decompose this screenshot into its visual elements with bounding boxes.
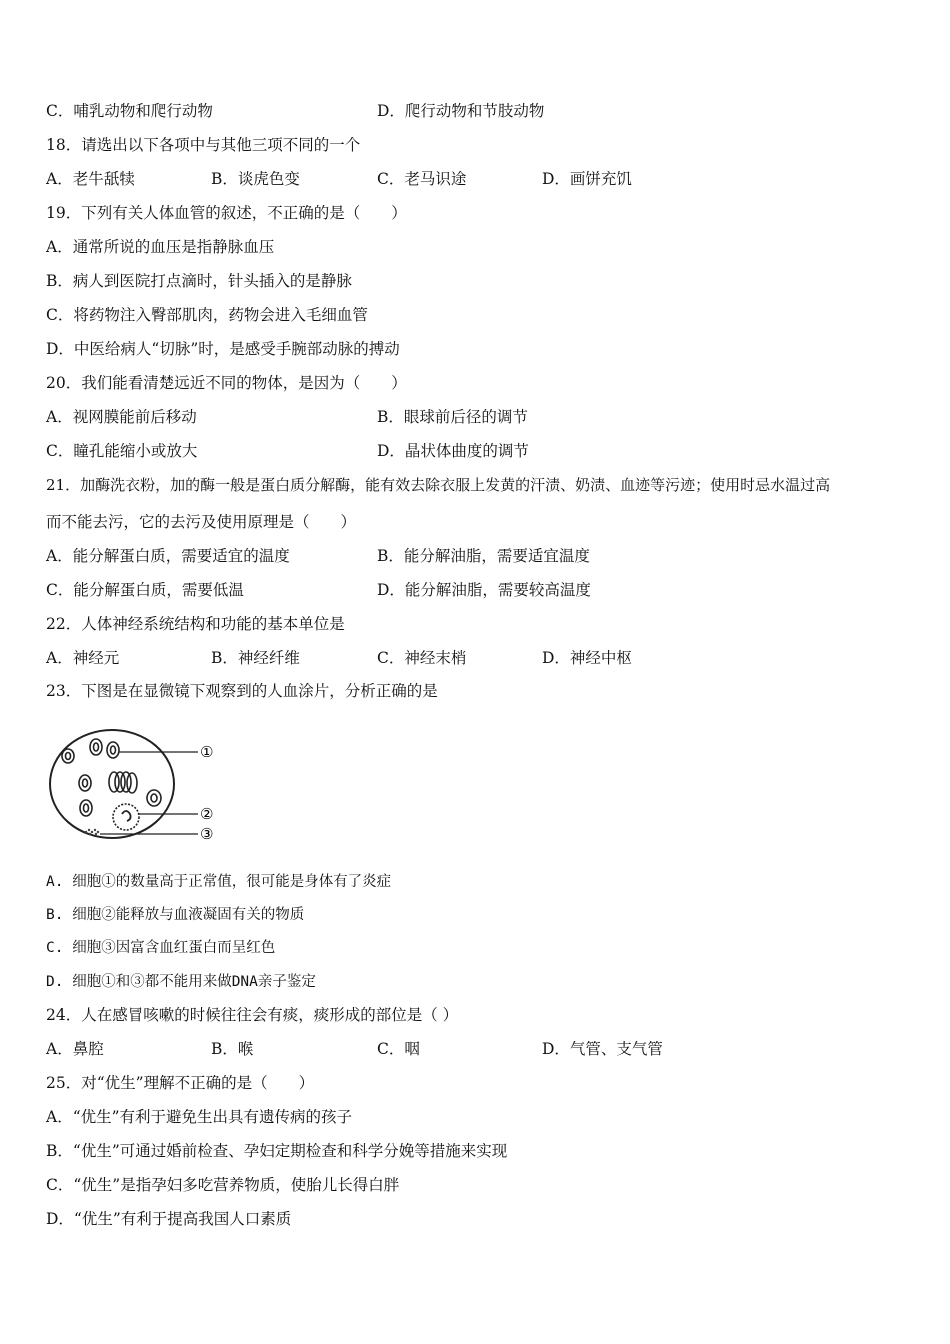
q21-stem-line1: 21．加酶洗衣粉，加的酶一般是蛋白质分解酶，能有效去除衣服上发黄的汗渍、奶渍、血迹等污迹；使用时忌水温过高 bbox=[46, 476, 831, 494]
red-cell bbox=[107, 742, 119, 758]
red-cell-stack bbox=[127, 773, 137, 793]
q18-stem: 18．请选出以下各项中与其他三项不同的一个 bbox=[46, 136, 361, 154]
q24-option-c: C．咽 bbox=[377, 1040, 420, 1058]
red-cell bbox=[80, 800, 92, 816]
q18-option-b: B．谈虎色变 bbox=[211, 170, 300, 188]
label-2: ② bbox=[200, 805, 214, 823]
q20-option-a: A．视网膜能前后移动 bbox=[46, 408, 197, 426]
q24-option-a: A．鼻腔 bbox=[46, 1040, 104, 1058]
q19-stem: 19．下列有关人体血管的叙述，不正确的是（ ） bbox=[46, 204, 407, 222]
red-cell bbox=[147, 790, 161, 806]
q25-option-a: A．“优生”有利于避免生出具有遗传病的孩子 bbox=[46, 1108, 353, 1126]
q20-option-d: D．晶状体曲度的调节 bbox=[377, 442, 529, 460]
q18-option-c: C．老马识途 bbox=[377, 170, 467, 188]
blood-smear-svg bbox=[46, 724, 226, 844]
red-cell bbox=[79, 775, 91, 791]
label-1: ① bbox=[200, 743, 214, 761]
red-cell-stack bbox=[109, 772, 119, 792]
q24-option-d: D．气管、支气管 bbox=[542, 1040, 663, 1058]
q25-option-d: D．“优生”有利于提高我国人口素质 bbox=[46, 1210, 292, 1228]
q21-stem-line2: 而不能去污，它的去污及使用原理是（ ） bbox=[46, 513, 357, 531]
q22-stem: 22．人体神经系统结构和功能的基本单位是 bbox=[46, 615, 345, 633]
q22-option-b: B．神经纤维 bbox=[211, 649, 300, 667]
red-cell-center bbox=[83, 779, 88, 787]
q23-option-a: A. 细胞①的数量高于正常值，很可能是身体有了炎症 bbox=[46, 874, 392, 890]
q25-stem: 25．对“优生”理解不正确的是（ ） bbox=[46, 1074, 315, 1092]
q18-option-a: A．老牛舐犊 bbox=[46, 170, 135, 188]
q19-option-b: B．病人到医院打点滴时，针头插入的是静脉 bbox=[46, 272, 352, 290]
q19-option-d: D．中医给病人“切脉”时，是感受手腕部动脉的搏动 bbox=[46, 340, 400, 358]
q24-option-b: B．喉 bbox=[211, 1040, 254, 1058]
blood-smear-figure bbox=[46, 724, 226, 848]
white-blood-cell bbox=[113, 804, 139, 830]
q23-stem: 23．下图是在显微镜下观察到的人血涂片，分析正确的是 bbox=[46, 682, 438, 700]
q18-option-d: D．画饼充饥 bbox=[542, 170, 632, 188]
q25-option-b: B．“优生”可通过婚前检查、孕妇定期检查和科学分娩等措施来实现 bbox=[46, 1142, 508, 1160]
q22-option-c: C．神经末梢 bbox=[377, 649, 467, 667]
q17-option-c: C．哺乳动物和爬行动物 bbox=[46, 102, 213, 120]
red-cell-center bbox=[66, 753, 71, 760]
red-cell-center bbox=[151, 794, 157, 802]
red-cell-center bbox=[84, 804, 89, 812]
white-cell-nucleus bbox=[122, 811, 131, 821]
red-cell-stack bbox=[115, 772, 125, 792]
q24-stem: 24．人在感冒咳嗽的时候往往会有痰，痰形成的部位是（ ） bbox=[46, 1006, 459, 1024]
q21-option-c: C．能分解蛋白质，需要低温 bbox=[46, 581, 244, 599]
q17-option-d: D．爬行动物和节肢动物 bbox=[377, 102, 545, 120]
red-cell bbox=[90, 739, 102, 755]
red-cell-center bbox=[111, 746, 116, 754]
q20-stem: 20．我们能看清楚远近不同的物体，是因为（ ） bbox=[46, 374, 407, 392]
q19-option-a: A．通常所说的血压是指静脉血压 bbox=[46, 238, 275, 256]
q20-option-c: C．瞳孔能缩小或放大 bbox=[46, 442, 198, 460]
q23-option-d: D. 细胞①和③都不能用来做DNA亲子鉴定 bbox=[46, 974, 316, 990]
q25-option-c: C．“优生”是指孕妇多吃营养物质，使胎儿长得白胖 bbox=[46, 1176, 400, 1194]
q21-option-d: D．能分解油脂，需要较高温度 bbox=[377, 581, 591, 599]
q23-option-b: B. 细胞②能释放与血液凝固有关的物质 bbox=[46, 907, 305, 923]
q22-option-a: A．神经元 bbox=[46, 649, 120, 667]
red-cell bbox=[62, 749, 74, 763]
q19-option-c: C．将药物注入臀部肌肉，药物会进入毛细血管 bbox=[46, 306, 368, 324]
q21-option-a: A．能分解蛋白质，需要适宜的温度 bbox=[46, 547, 290, 565]
q21-option-b: B．能分解油脂，需要适宜温度 bbox=[377, 547, 590, 565]
label-3: ③ bbox=[200, 825, 214, 843]
q22-option-d: D．神经中枢 bbox=[542, 649, 632, 667]
red-blood-cells bbox=[62, 739, 161, 816]
q20-option-b: B．眼球前后径的调节 bbox=[377, 408, 528, 426]
red-cell-center bbox=[94, 743, 99, 751]
q23-option-c: C. 细胞③因富含血红蛋白而呈红色 bbox=[46, 940, 276, 956]
